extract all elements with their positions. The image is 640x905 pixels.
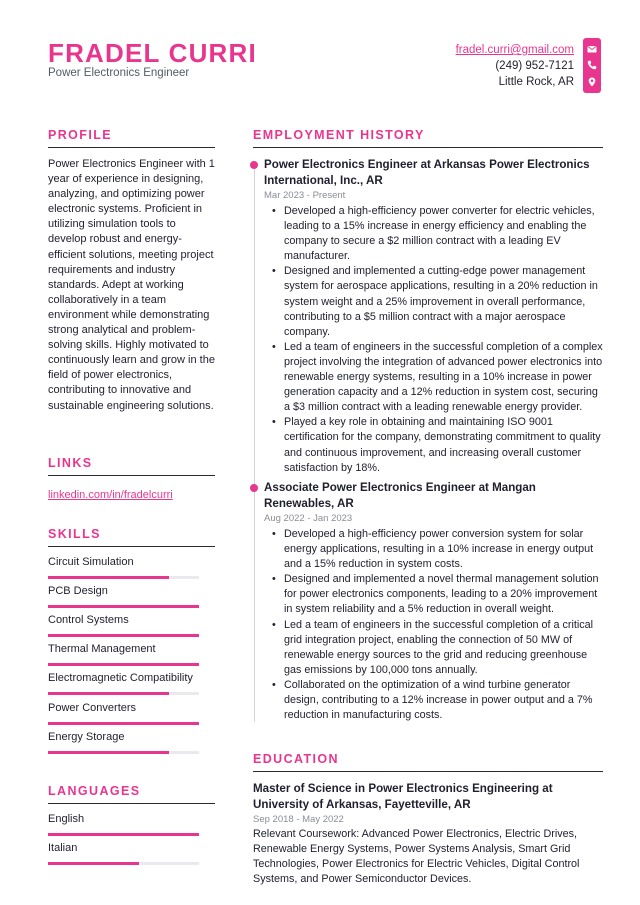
language-level-bar xyxy=(48,862,199,865)
timeline-dot xyxy=(250,161,258,169)
job-title-subtitle: Power Electronics Engineer xyxy=(48,67,190,79)
skill-level-bar xyxy=(48,722,199,725)
profile-summary: Power Electronics Engineer with 1 year of experience in designing, analyzing, and optimizing power electronic systems. Proficient in utilizing simulation tools to develop robust and energy-efficient solutions, meeting project requirements and industry standards. Adept at working collaboratively in a team environment while demonstrating strong analytical and problem-solving skills. Highly motivated to continuously learn and grow in the field of power electronics, contributing to innovative and sustainable engineering solutions. xyxy=(48,158,215,412)
list-item: • Developed a high-efficiency power conversion system for solar energy applications, resulting in a 10% increase in energy output and a 15% reduction in system costs. xyxy=(264,527,604,572)
profile-heading: PROFILE xyxy=(48,128,215,148)
candidate-name: FRADEL CURRI xyxy=(48,38,257,68)
skill-item xyxy=(48,614,199,637)
education-entry xyxy=(253,781,603,887)
job-dates: Aug 2022 - Jan 2023 xyxy=(264,513,353,524)
skill-level-fill xyxy=(48,663,199,666)
languages-heading: LANGUAGES xyxy=(48,784,215,804)
contact-icon-bar xyxy=(583,38,601,93)
job-title: Associate Power Electronics Engineer at Mangan Renewables, AR xyxy=(264,481,536,510)
skill-label: Thermal Management xyxy=(48,643,156,655)
degree-title: Master of Science in Power Electronics Engineering at University of Arkansas, Fayetteville, AR xyxy=(253,782,553,811)
email-link[interactable]: fradel.curri@gmail.com xyxy=(455,44,574,56)
location: Little Rock, AR xyxy=(498,76,574,88)
timeline-line xyxy=(254,164,255,722)
contact-block xyxy=(456,42,574,90)
skill-item xyxy=(48,585,199,608)
skill-level-fill xyxy=(48,576,169,579)
list-item: • Played a key role in obtaining and maintaining ISO 9001 certification for the company, demonstrating commitment to quality and continuous improvement, and increasing overall customer satisfaction by 18%. xyxy=(264,415,604,475)
education-dates: Sep 2018 - May 2022 xyxy=(253,814,344,825)
skill-item xyxy=(48,731,199,754)
language-level-fill xyxy=(48,833,199,836)
skill-level-bar xyxy=(48,692,199,695)
skill-level-fill xyxy=(48,605,199,608)
skill-label: Power Converters xyxy=(48,702,137,714)
skill-label: Control Systems xyxy=(48,614,129,626)
list-item: • Collaborated on the optimization of a wind turbine generator design, contributing to a 12% increase in power output and a 7% reduction in manufacturing costs. xyxy=(264,678,604,723)
skill-item xyxy=(48,556,199,579)
phone-number: (249) 952-7121 xyxy=(495,60,574,72)
skill-level-fill xyxy=(48,751,169,754)
skill-level-bar xyxy=(48,576,199,579)
phone-icon xyxy=(587,60,597,70)
job-entry xyxy=(264,480,604,723)
employment-heading: EMPLOYMENT HISTORY xyxy=(253,128,603,148)
skill-level-fill xyxy=(48,722,199,725)
language-item xyxy=(48,842,199,865)
list-item: • Developed a high-efficiency power converter for electric vehicles, leading to a 15% increase in energy efficiency and enabling the company to secure a $2 million contract with a leading EV manufacturer. xyxy=(264,204,604,264)
timeline-dot xyxy=(250,484,258,492)
list-item: • Designed and implemented a cutting-edge power management system for aerospace applications, resulting in a 20% reduction in system weight and a 25% improvement in overall performance, contributing to a $5 million contract with a major aerospace company. xyxy=(264,264,604,339)
job-bullets xyxy=(264,527,604,723)
skill-item xyxy=(48,643,199,666)
skill-level-bar xyxy=(48,634,199,637)
skill-level-bar xyxy=(48,605,199,608)
job-dates: Mar 2023 - Present xyxy=(264,190,346,201)
skill-level-bar xyxy=(48,663,199,666)
language-level-bar xyxy=(48,833,199,836)
skill-label: Electromagnetic Compatibility xyxy=(48,672,193,684)
skill-level-fill xyxy=(48,634,199,637)
skill-label: PCB Design xyxy=(48,585,108,597)
skill-level-bar xyxy=(48,751,199,754)
job-bullets xyxy=(264,204,604,476)
language-level-fill xyxy=(48,862,139,865)
linkedin-link[interactable]: linkedin.com/in/fradelcurri xyxy=(48,489,173,501)
skill-item xyxy=(48,672,199,695)
envelope-icon xyxy=(587,44,597,54)
location-pin-icon xyxy=(587,77,597,87)
language-label: English xyxy=(48,813,85,825)
skill-level-fill xyxy=(48,692,169,695)
skill-item xyxy=(48,702,199,725)
list-item: • Designed and implemented a novel thermal management solution for power electronics components, leading to a 20% improvement in system reliability and a 5% reduction in overall weight. xyxy=(264,572,604,617)
skill-label: Circuit Simulation xyxy=(48,556,134,568)
list-item: • Led a team of engineers in the successful completion of a complex project involving the integration of advanced power electronics into renewable energy systems, resulting in a 10% increase in power generation capacity and a 12% reduction in system cost, securing a $3 million contract with a leading renewable energy provider. xyxy=(264,340,604,415)
language-label: Italian xyxy=(48,842,78,854)
job-entry xyxy=(264,157,604,476)
list-item: • Led a team of engineers in the successful completion of a critical grid integration project, enabling the connection of 50 MW of renewable energy sources to the grid and reducing greenhouse gas emissions by 100,000 tons annually. xyxy=(264,618,604,678)
education-heading: EDUCATION xyxy=(253,752,603,772)
language-item xyxy=(48,813,199,836)
job-title: Power Electronics Engineer at Arkansas Power Electronics International, Inc., AR xyxy=(264,158,590,187)
links-heading: LINKS xyxy=(48,456,215,476)
coursework-text: Relevant Coursework: Advanced Power Electronics, Electric Drives, Renewable Energy Systems, Power Systems Analysis, Smart Grid Technologies, Power Electronics for Electric Vehicles, Digital Control Systems, and Power Semiconductor Devices. xyxy=(253,828,580,886)
skills-heading: SKILLS xyxy=(48,527,215,547)
skill-label: Energy Storage xyxy=(48,731,125,743)
